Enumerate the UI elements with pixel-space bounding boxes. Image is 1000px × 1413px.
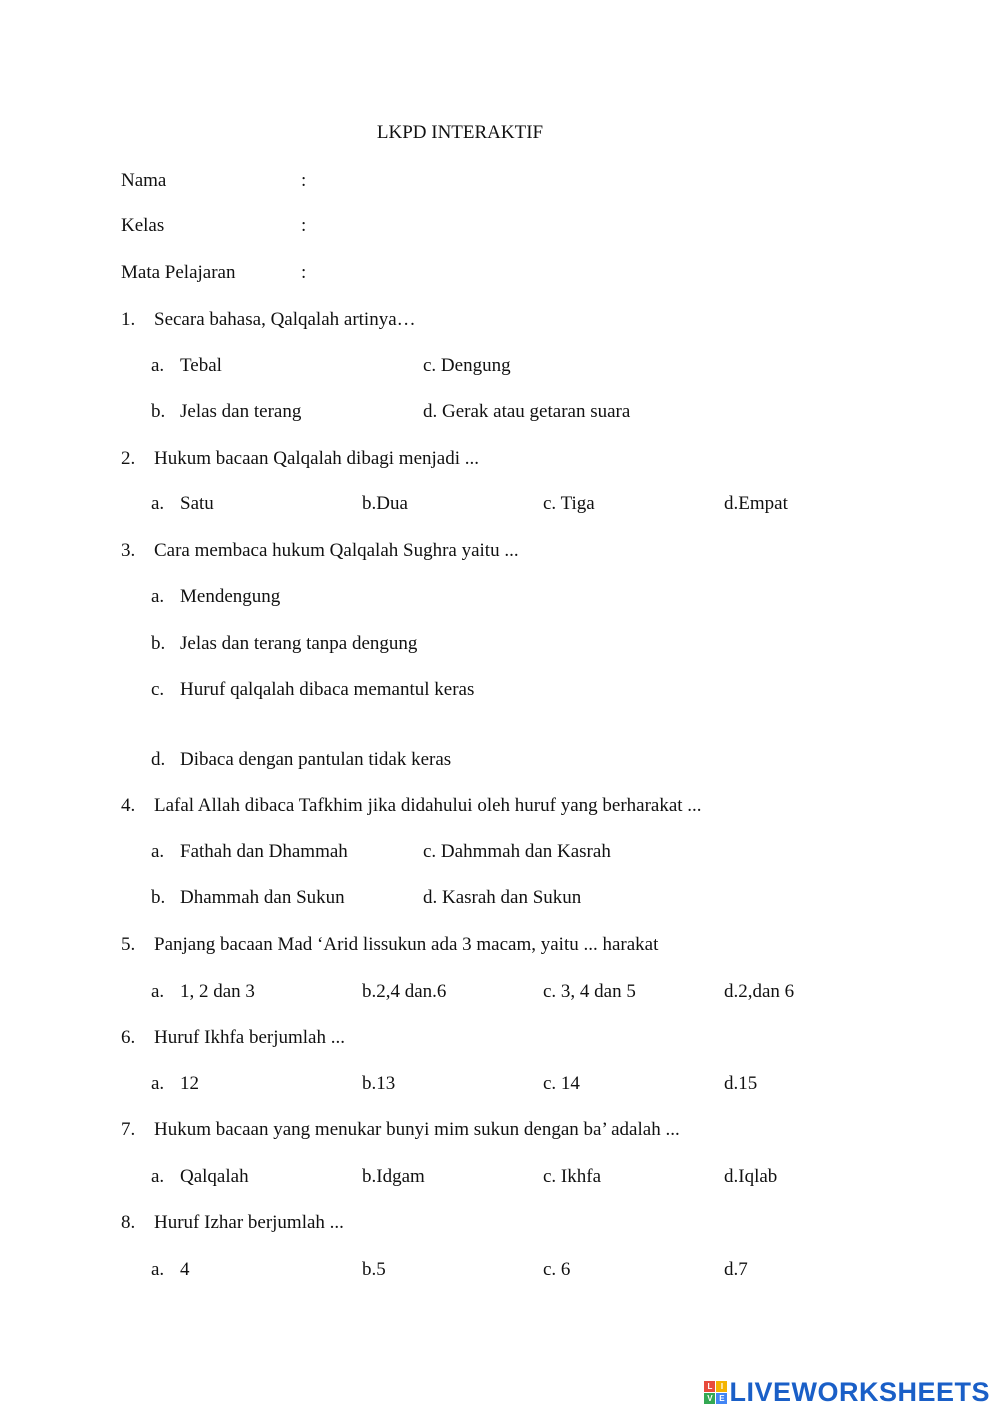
subject-colon: : <box>301 262 307 283</box>
q3-option-c: Huruf qalqalah dibaca memantul keras <box>180 679 475 700</box>
q1-option-c: c. Dengung <box>423 355 511 376</box>
q5-option-c: c. 3, 4 dan 5 <box>543 981 636 1002</box>
q4-option-a: Fathah dan Dhammah <box>180 841 348 862</box>
question-6-number: 6. <box>121 1027 136 1048</box>
q7-option-a: Qalqalah <box>180 1166 249 1187</box>
question-7-text: Hukum bacaan yang menukar bunyi mim sukun dengan ba’ adalah ... <box>154 1119 680 1140</box>
liveworksheets-logo-text: LIVEWORKSHEETS <box>729 1377 990 1407</box>
q5-option-a: 1, 2 dan 3 <box>180 981 255 1002</box>
name-label: Nama <box>121 170 167 191</box>
question-7-number: 7. <box>121 1119 136 1140</box>
q4-option-d: d. Kasrah dan Sukun <box>423 887 582 908</box>
q1-option-b-letter: b. <box>151 401 166 422</box>
worksheet-title: LKPD INTERAKTIF <box>376 122 544 143</box>
liveworksheets-logo-icon <box>704 1381 727 1404</box>
question-5-text: Panjang bacaan Mad ‘Arid lissukun ada 3 macam, yaitu ... harakat <box>154 934 659 955</box>
question-5-number: 5. <box>121 934 136 955</box>
q7-option-d: d.Iqlab <box>724 1166 778 1187</box>
q4-option-b: Dhammah dan Sukun <box>180 887 345 908</box>
q3-option-b: Jelas dan terang tanpa dengung <box>180 633 418 654</box>
q1-option-a-letter: a. <box>151 355 165 376</box>
q2-option-a: Satu <box>180 493 214 514</box>
logo-mark-v: V <box>704 1393 715 1404</box>
q4-option-b-letter: b. <box>151 887 166 908</box>
q6-option-a-letter: a. <box>151 1073 165 1094</box>
question-1-number: 1. <box>121 309 136 330</box>
logo-mark-e: E <box>716 1393 727 1404</box>
class-label: Kelas <box>121 215 165 236</box>
question-1-text: Secara bahasa, Qalqalah artinya… <box>154 309 416 330</box>
subject-label: Mata Pelajaran <box>121 262 236 283</box>
q1-option-d: d. Gerak atau getaran suara <box>423 401 631 422</box>
q1-option-b: Jelas dan terang <box>180 401 302 422</box>
q2-option-d: d.Empat <box>724 493 788 514</box>
q4-option-c: c. Dahmmah dan Kasrah <box>423 841 611 862</box>
q6-option-b: b.13 <box>362 1073 396 1094</box>
q7-option-b: b.Idgam <box>362 1166 425 1187</box>
q3-option-c-letter: c. <box>151 679 165 700</box>
question-3-number: 3. <box>121 540 136 561</box>
q6-option-d: d.15 <box>724 1073 758 1094</box>
q3-option-d: Dibaca dengan pantulan tidak keras <box>180 749 452 770</box>
q7-option-a-letter: a. <box>151 1166 165 1187</box>
q1-option-a: Tebal <box>180 355 222 376</box>
q2-option-b: b.Dua <box>362 493 408 514</box>
q8-option-b: b.5 <box>362 1259 386 1280</box>
q7-option-c: c. Ikhfa <box>543 1166 602 1187</box>
q3-option-a: Mendengung <box>180 586 281 607</box>
q8-option-c: c. 6 <box>543 1259 571 1280</box>
q6-option-a: 12 <box>180 1073 199 1094</box>
q3-option-a-letter: a. <box>151 586 165 607</box>
question-3-text: Cara membaca hukum Qalqalah Sughra yaitu ... <box>154 540 519 561</box>
question-2-text: Hukum bacaan Qalqalah dibagi menjadi ... <box>154 448 480 469</box>
q6-option-c: c. 14 <box>543 1073 580 1094</box>
liveworksheets-logo <box>704 1377 990 1408</box>
q5-option-a-letter: a. <box>151 981 165 1002</box>
q2-option-a-letter: a. <box>151 493 165 514</box>
name-colon: : <box>301 170 307 191</box>
question-8-number: 8. <box>121 1212 136 1233</box>
q8-option-a-letter: a. <box>151 1259 165 1280</box>
q5-option-b: b.2,4 dan.6 <box>362 981 447 1002</box>
q8-option-d: d.7 <box>724 1259 748 1280</box>
question-4-number: 4. <box>121 795 136 816</box>
class-colon: : <box>301 215 307 236</box>
q8-option-a: 4 <box>180 1259 190 1280</box>
q4-option-a-letter: a. <box>151 841 165 862</box>
logo-mark-l: L <box>704 1381 715 1392</box>
question-4-text: Lafal Allah dibaca Tafkhim jika didahului oleh huruf yang berharakat ... <box>154 795 702 816</box>
logo-mark-i: I <box>716 1381 727 1392</box>
question-8-text: Huruf Izhar berjumlah ... <box>154 1212 344 1233</box>
question-6-text: Huruf Ikhfa berjumlah ... <box>154 1027 345 1048</box>
q3-option-d-letter: d. <box>151 749 166 770</box>
q2-option-c: c. Tiga <box>543 493 595 514</box>
q5-option-d: d.2,dan 6 <box>724 981 795 1002</box>
question-2-number: 2. <box>121 448 136 469</box>
q3-option-b-letter: b. <box>151 633 166 654</box>
